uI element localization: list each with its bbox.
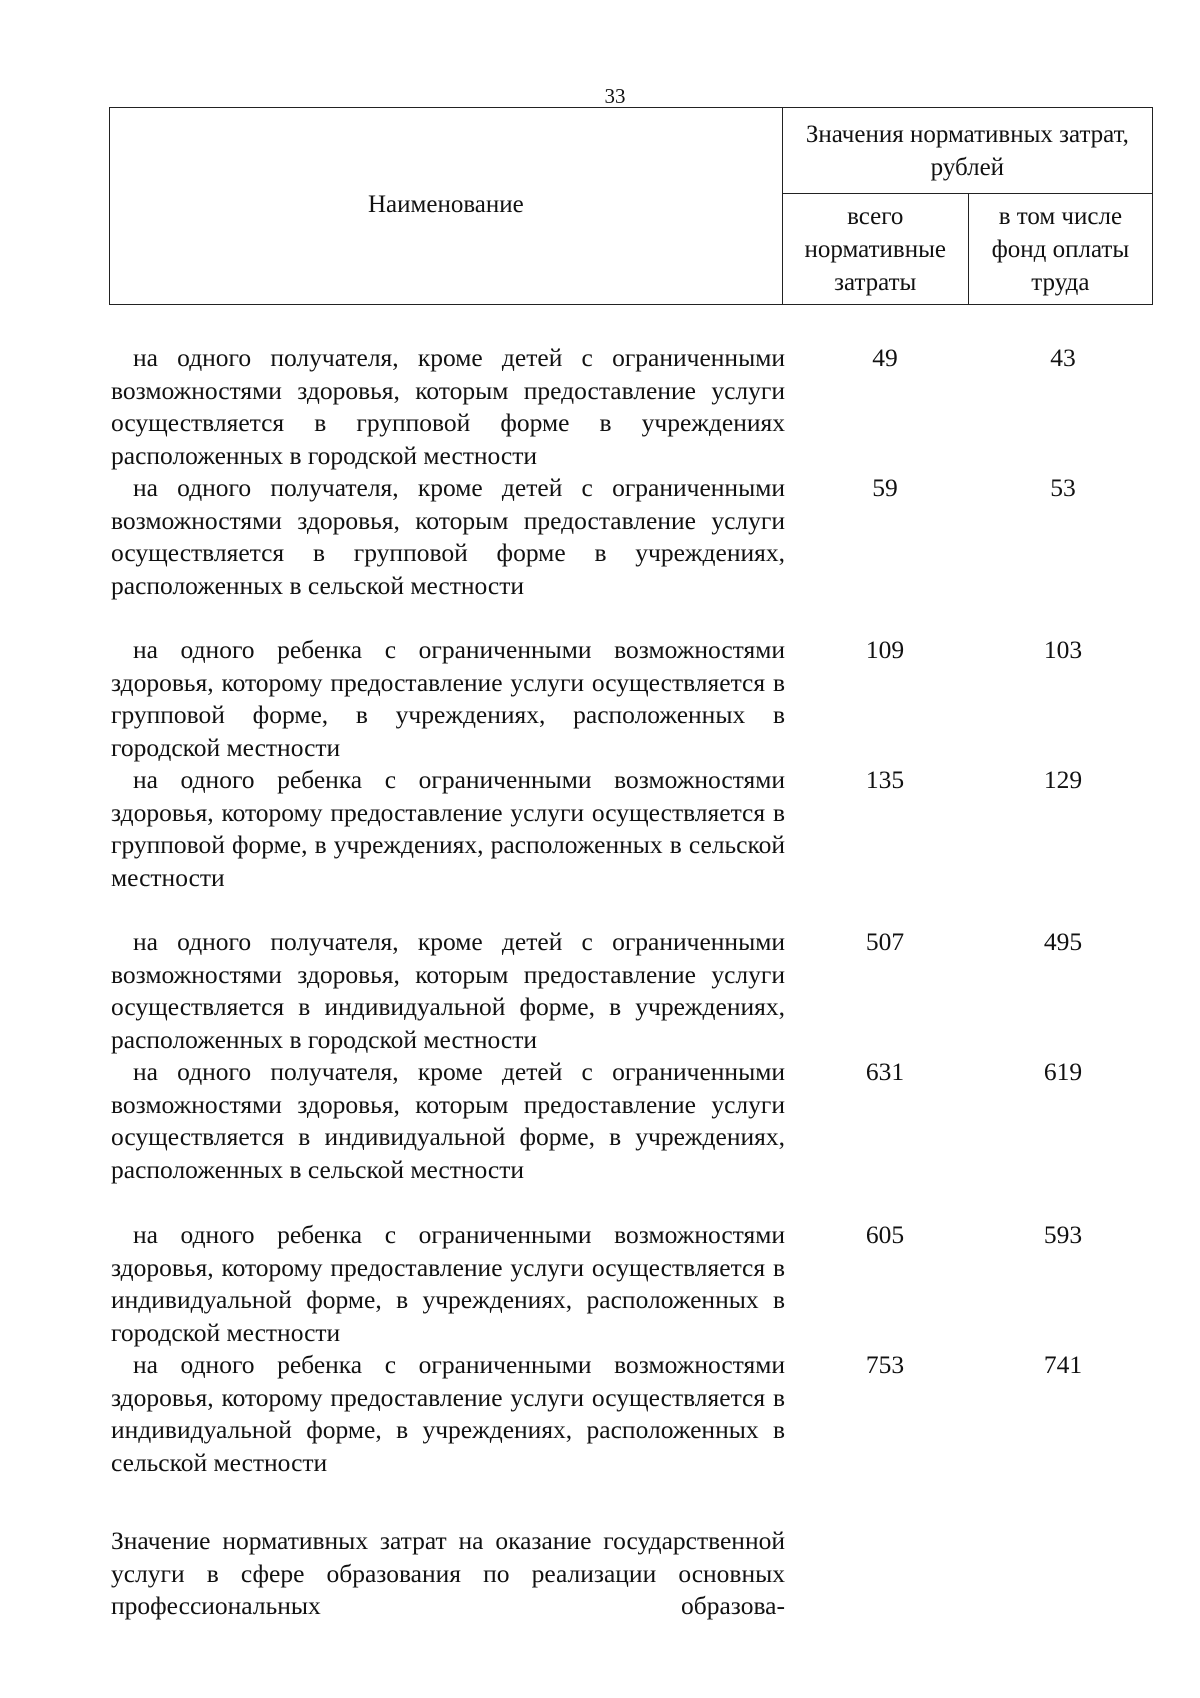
row-description: на одного получателя, кроме детей с ограниченными возможностями здоровья, которым предоставление услуги осуществляется в индивидуальной форме, в учреждениях, расположенных в сельской местности: [111, 1057, 785, 1184]
row-payroll-value: 103: [1043, 635, 1083, 664]
table-header: [109, 107, 1153, 305]
row-description: на одного ребенка с ограниченными возможностями здоровья, которому предоставление услуги осуществляется в групповой форме, в учреждениях, расположенных в городской местности: [111, 635, 785, 762]
row-description: на одного ребенка с ограниченными возможностями здоровья, которому предоставление услуги осуществляется в групповой форме, в учреждениях, расположенных в сельской местности: [111, 765, 785, 892]
header-name-column: Наименование: [110, 108, 783, 305]
row-total-value: 753: [865, 1350, 905, 1379]
row-payroll-value: 53: [1050, 473, 1076, 502]
row-description: на одного ребенка с ограниченными возможностями здоровья, которому предоставление услуги осуществляется в индивидуальной форме, в учреждениях, расположенных в городской местности: [111, 1220, 785, 1347]
row-total-value: 605: [865, 1220, 905, 1249]
row-total-value: 135: [865, 765, 905, 794]
row-total-value: 49: [872, 343, 898, 372]
row-payroll-value: 593: [1043, 1220, 1083, 1249]
row-total-value: 507: [865, 927, 905, 956]
row-description: на одного получателя, кроме детей с ограниченными возможностями здоровья, которым предоставление услуги осуществляется в индивидуальной форме, в учреждениях, расположенных в городской местности: [111, 927, 785, 1054]
header-values-group: Значения нормативных затрат, рублей: [782, 108, 1152, 194]
row-payroll-value: 495: [1043, 927, 1083, 956]
row-payroll-value: 741: [1043, 1350, 1083, 1379]
row-total-value: 59: [872, 473, 898, 502]
row-description: на одного получателя, кроме детей с ограниченными возможностями здоровья, которым предоставление услуги осуществляется в групповой форме в учреждениях расположенных в городской местности: [111, 343, 785, 470]
row-total-value: 631: [865, 1057, 905, 1086]
row-payroll-value: 129: [1043, 765, 1083, 794]
row-description: на одного ребенка с ограниченными возможностями здоровья, которому предоставление услуги осуществляется в индивидуальной форме, в учреждениях, расположенных в сельской местности: [111, 1350, 785, 1477]
row-description: на одного получателя, кроме детей с ограниченными возможностями здоровья, которым предоставление услуги осуществляется в групповой форме в учреждениях, расположенных в сельской местности: [111, 473, 785, 600]
footer-paragraph: Значение нормативных затрат на оказание государственной услуги в сфере образования по реализации основных профессиональных образова-: [111, 1526, 785, 1620]
row-payroll-value: 43: [1050, 343, 1076, 372]
header-payroll-column: в том числе фонд оплаты труда: [968, 194, 1152, 305]
header-total-column: всего нормативные затраты: [782, 194, 968, 305]
page-number: 33: [604, 84, 626, 108]
row-payroll-value: 619: [1043, 1057, 1083, 1086]
row-total-value: 109: [865, 635, 905, 664]
